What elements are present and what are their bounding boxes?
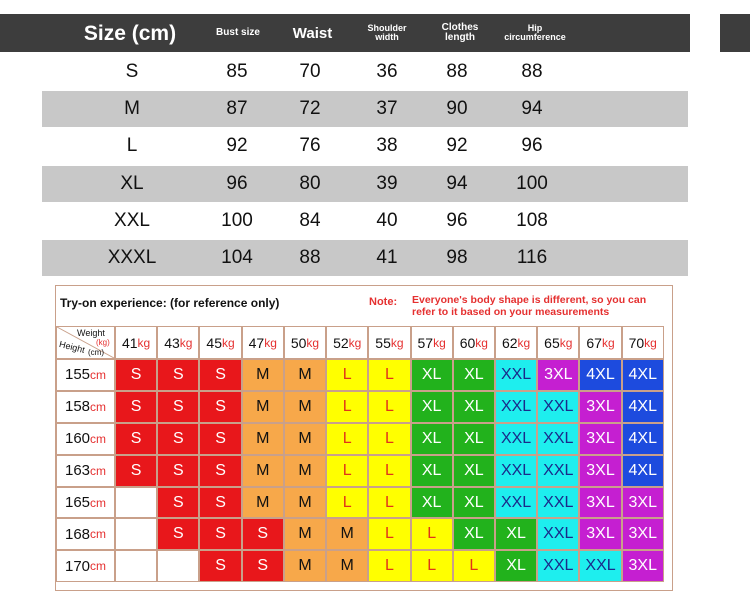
size-row-length: 92 — [446, 135, 468, 156]
size-cell: S — [242, 550, 284, 582]
weight-unit: kg — [348, 335, 362, 350]
size-cell: XXL — [495, 487, 537, 519]
size-row-size: XL — [120, 173, 144, 194]
height-header — [56, 518, 115, 550]
size-cell: M — [284, 487, 326, 519]
size-row — [42, 128, 688, 164]
size-cell: 3XL — [622, 550, 664, 582]
size-cell: XXL — [495, 423, 537, 455]
weight-unit: kg — [137, 335, 151, 350]
size-row-shoulder: 36 — [376, 61, 398, 82]
height-unit: cm — [90, 399, 107, 414]
size-cell: 4XL — [622, 423, 664, 455]
weight-header — [622, 326, 664, 359]
size-row-waist: 88 — [299, 247, 321, 268]
size-cell: XL — [411, 359, 453, 391]
weight-unit: kg — [559, 335, 573, 350]
weight-header — [242, 326, 284, 359]
header-waist: Waist — [292, 24, 333, 42]
weight-value: 52 — [333, 334, 349, 351]
size-cell: XXL — [495, 359, 537, 391]
weight-header — [157, 326, 199, 359]
size-row — [42, 54, 688, 90]
size-cell: S — [115, 359, 157, 391]
height-value: 170 — [64, 557, 91, 575]
tryon-panel — [55, 285, 673, 591]
size-cell: L — [368, 550, 410, 582]
size-cell: XL — [495, 550, 537, 582]
size-row-bust: 100 — [221, 210, 253, 231]
size-cell: XL — [453, 518, 495, 550]
size-cell: XL — [411, 391, 453, 423]
size-cell: 3XL — [579, 487, 621, 519]
size-cell: S — [199, 455, 241, 487]
size-cell: M — [242, 391, 284, 423]
size-cell: M — [242, 455, 284, 487]
weight-header — [284, 326, 326, 359]
size-cell: 4XL — [622, 359, 664, 391]
weight-header — [537, 326, 579, 359]
corner-weight-label: Weight — [77, 328, 105, 338]
size-row — [42, 91, 688, 127]
size-cell: XL — [411, 455, 453, 487]
weight-value: 55 — [375, 334, 391, 351]
weight-value: 65 — [544, 334, 560, 351]
tryon-title: Try-on experience: (for reference only) — [60, 296, 280, 310]
weight-value: 50 — [290, 334, 307, 351]
size-row — [42, 203, 688, 239]
weight-value: 47 — [248, 334, 265, 351]
height-header — [56, 359, 115, 391]
height-header — [56, 423, 115, 455]
size-cell: M — [326, 550, 368, 582]
size-cell: XL — [453, 391, 495, 423]
size-row-hip: 100 — [516, 173, 548, 194]
height-unit: cm — [90, 527, 107, 542]
size-cell: S — [199, 423, 241, 455]
weight-unit: kg — [517, 335, 531, 350]
weight-value: 70 — [628, 334, 645, 351]
size-cell: 4XL — [622, 455, 664, 487]
size-row-waist: 76 — [299, 135, 321, 156]
size-cell: 3XL — [579, 518, 621, 550]
size-cell: S — [199, 550, 241, 582]
size-cell: 3XL — [537, 359, 579, 391]
size-row-size: L — [126, 135, 138, 156]
size-cell: L — [326, 391, 368, 423]
size-row-hip: 96 — [521, 135, 543, 156]
size-cell: S — [115, 455, 157, 487]
size-cell: 3XL — [622, 487, 664, 519]
size-cell: 3XL — [579, 455, 621, 487]
size-cell: L — [368, 359, 410, 391]
size-row-size: S — [125, 61, 139, 82]
size-cell: S — [115, 423, 157, 455]
weight-value: 60 — [459, 334, 476, 351]
size-cell: M — [284, 423, 326, 455]
size-cell: XXL — [537, 487, 579, 519]
size-cell: M — [326, 518, 368, 550]
size-row — [42, 166, 688, 202]
weight-value: 41 — [121, 334, 138, 351]
size-row-waist: 80 — [299, 173, 321, 194]
size-cell: L — [326, 423, 368, 455]
size-cell: XXL — [537, 423, 579, 455]
size-row-size: XXL — [114, 210, 150, 231]
height-unit: cm — [90, 431, 107, 446]
size-cell: L — [368, 455, 410, 487]
weight-unit: kg — [644, 335, 657, 350]
size-cell: S — [242, 518, 284, 550]
weight-unit: kg — [179, 335, 193, 350]
weight-value: 43 — [164, 334, 180, 351]
height-header — [56, 455, 115, 487]
size-cell: XL — [453, 359, 495, 391]
size-cell: 4XL — [579, 359, 621, 391]
size-cell: S — [157, 455, 199, 487]
weight-unit: kg — [390, 335, 404, 350]
weight-value: 67 — [586, 334, 602, 351]
size-cell: XL — [411, 487, 453, 519]
size-cell: S — [199, 487, 241, 519]
weight-value: 62 — [501, 334, 518, 351]
size-cell — [115, 487, 157, 519]
size-row-bust: 87 — [226, 98, 248, 119]
size-cell: 3XL — [579, 391, 621, 423]
height-header — [56, 550, 115, 582]
size-row-size: XXXL — [107, 247, 157, 268]
size-cell: XXL — [579, 550, 621, 582]
size-row-shoulder: 37 — [376, 98, 398, 119]
size-row-bust: 92 — [226, 135, 248, 156]
height-value: 158 — [64, 398, 91, 416]
size-row-shoulder: 40 — [376, 210, 398, 231]
size-cell: S — [157, 423, 199, 455]
corner-weight-unit: (kg) — [96, 338, 110, 347]
size-row-size: M — [124, 98, 140, 119]
height-unit: cm — [90, 495, 107, 510]
size-cell: S — [199, 518, 241, 550]
size-row-waist: 72 — [299, 98, 321, 119]
size-row-length: 88 — [446, 61, 468, 82]
size-cell: S — [115, 391, 157, 423]
height-value: 168 — [64, 525, 91, 543]
size-cell: M — [284, 391, 326, 423]
height-unit: cm — [90, 367, 107, 382]
size-cell: XL — [453, 487, 495, 519]
size-cell: S — [157, 487, 199, 519]
height-header — [56, 487, 115, 519]
weight-header — [199, 326, 241, 359]
height-unit: cm — [90, 463, 107, 478]
corner-height-label: Height — [58, 339, 86, 355]
weight-header — [579, 326, 621, 359]
size-cell: L — [453, 550, 495, 582]
size-cell: L — [368, 487, 410, 519]
header-gap — [690, 14, 720, 52]
size-row-hip: 88 — [521, 61, 543, 82]
weight-header — [453, 326, 495, 359]
size-cell — [115, 550, 157, 582]
size-row-hip: 94 — [521, 98, 543, 119]
weight-header — [368, 326, 410, 359]
header-shoulder: Shoulder width — [367, 23, 407, 42]
size-cell: XXL — [537, 391, 579, 423]
size-cell: 3XL — [622, 518, 664, 550]
weight-unit: kg — [264, 335, 277, 350]
corner-cell — [56, 326, 115, 359]
size-cell: S — [157, 391, 199, 423]
weight-header — [115, 326, 157, 359]
size-cell: M — [284, 550, 326, 582]
header-hip: Hip circumference — [504, 23, 566, 42]
size-cell: L — [326, 359, 368, 391]
size-row-hip: 116 — [516, 247, 548, 268]
size-cell: S — [157, 518, 199, 550]
size-cell: L — [411, 550, 453, 582]
size-row-bust: 85 — [226, 61, 248, 82]
size-cell — [115, 518, 157, 550]
size-row-bust: 104 — [221, 247, 253, 268]
size-row-shoulder: 38 — [376, 135, 398, 156]
size-cell: 3XL — [579, 423, 621, 455]
size-cell: XL — [453, 455, 495, 487]
size-cell: L — [368, 423, 410, 455]
size-row — [42, 240, 688, 276]
weight-unit: kg — [475, 335, 488, 350]
header-bust: Bust size — [216, 27, 260, 38]
size-cell: L — [368, 391, 410, 423]
size-row-length: 96 — [446, 210, 468, 231]
size-cell: S — [157, 359, 199, 391]
size-cell: XXL — [537, 518, 579, 550]
height-value: 163 — [64, 462, 91, 480]
size-row-bust: 96 — [226, 173, 248, 194]
size-row-length: 90 — [446, 98, 468, 119]
size-cell — [157, 550, 199, 582]
note-text: Everyone's body shape is different, so you can refer to it based on your measurements — [412, 294, 647, 318]
size-row-waist: 84 — [299, 210, 321, 231]
size-cell: M — [242, 359, 284, 391]
height-value: 160 — [64, 430, 91, 448]
size-cell: L — [326, 455, 368, 487]
size-row-waist: 70 — [299, 61, 321, 82]
height-unit: cm — [90, 559, 107, 574]
size-row-length: 98 — [446, 247, 468, 268]
header-length: Clothes length — [441, 22, 479, 43]
size-cell: XL — [495, 518, 537, 550]
size-cell: M — [242, 487, 284, 519]
weight-unit: kg — [221, 335, 235, 350]
size-cell: M — [284, 455, 326, 487]
weight-unit: kg — [433, 335, 446, 350]
weight-header — [495, 326, 537, 359]
weight-value: 45 — [206, 334, 222, 351]
note-label: Note: — [369, 296, 398, 308]
size-row-length: 94 — [446, 173, 468, 194]
header-size: Size (cm) — [83, 21, 177, 45]
weight-unit: kg — [306, 335, 320, 350]
corner-height-unit: (cm) — [88, 348, 104, 357]
size-cell: XXL — [537, 550, 579, 582]
size-row-shoulder: 39 — [376, 173, 398, 194]
height-header — [56, 391, 115, 423]
size-cell: M — [284, 359, 326, 391]
size-cell: XXL — [495, 455, 537, 487]
tryon-grid — [56, 326, 664, 582]
height-value: 155 — [64, 366, 91, 384]
height-value: 165 — [64, 494, 91, 511]
size-cell: S — [199, 359, 241, 391]
size-cell: M — [284, 518, 326, 550]
size-row-hip: 108 — [516, 210, 548, 231]
size-cell: S — [199, 391, 241, 423]
size-cell: XL — [411, 423, 453, 455]
size-cell: L — [326, 487, 368, 519]
weight-header — [411, 326, 453, 359]
size-row-shoulder: 41 — [376, 247, 398, 268]
weight-unit: kg — [601, 335, 615, 350]
size-cell: M — [242, 423, 284, 455]
weight-header — [326, 326, 368, 359]
size-cell: XXL — [495, 391, 537, 423]
size-cell: XL — [453, 423, 495, 455]
size-cell: L — [411, 518, 453, 550]
weight-value: 57 — [417, 334, 434, 351]
size-cell: L — [368, 518, 410, 550]
size-cell: 4XL — [622, 391, 664, 423]
size-cell: XXL — [537, 455, 579, 487]
